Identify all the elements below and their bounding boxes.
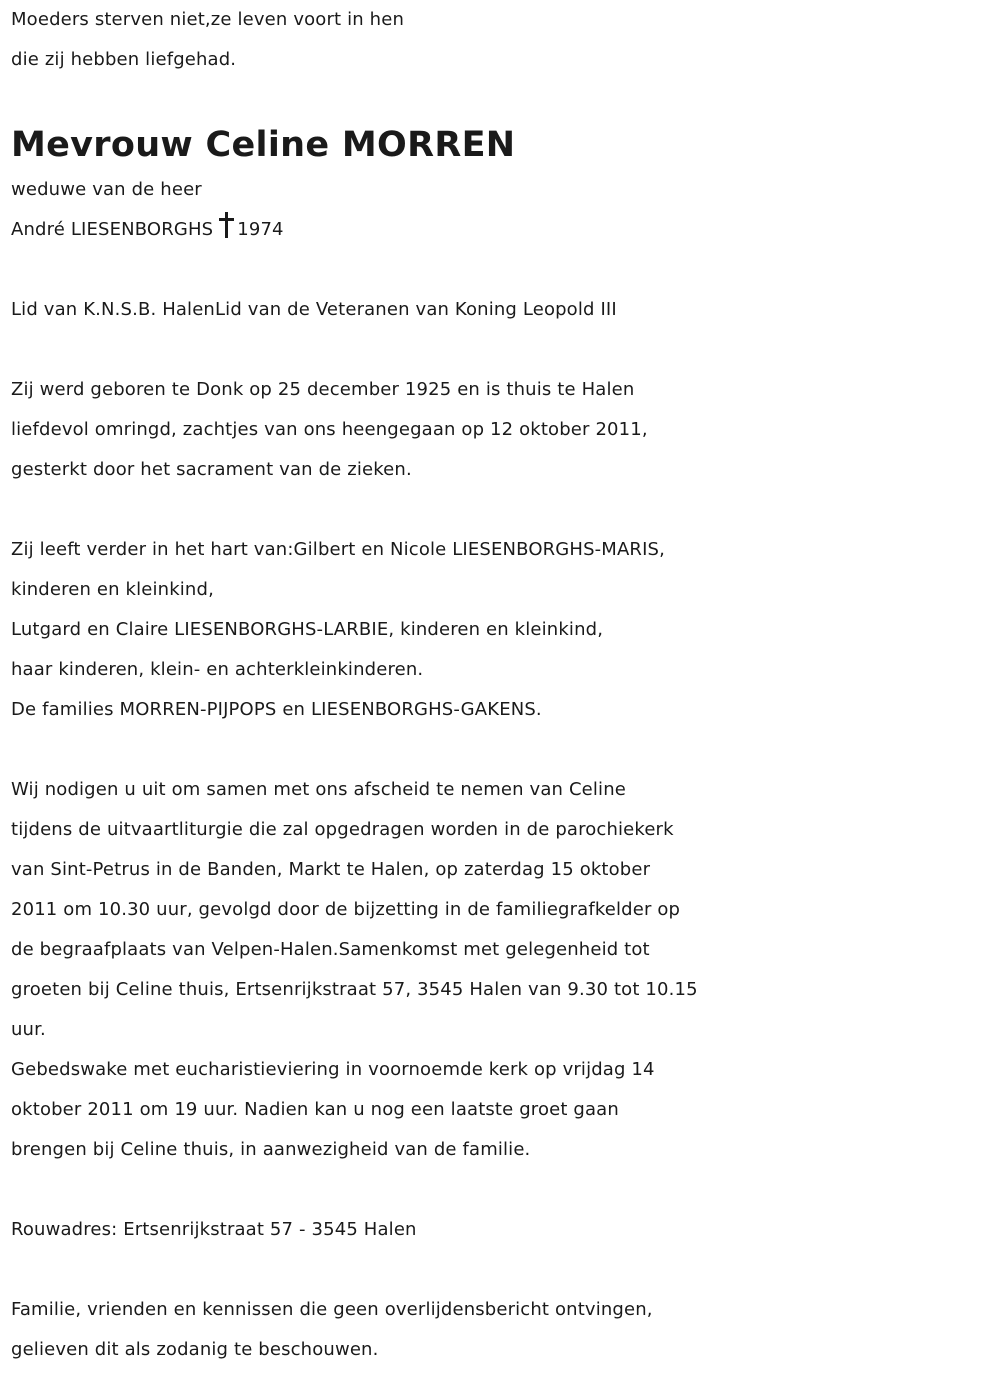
survivors-line-1: Zij leeft verder in het hart van:Gilbert en Nicole LIESENBORGHS-MARIS,	[11, 539, 665, 560]
survivors-line-2: kinderen en kleinkind,	[11, 579, 214, 600]
ceremony-line-6: groeten bij Celine thuis, Ertsenrijkstraat 57, 3545 Halen van 9.30 tot 10.15	[11, 979, 698, 1000]
ceremony-line-2: tijdens de uitvaartliturgie die zal opgedragen worden in de parochiekerk	[11, 819, 674, 840]
closing-line-1: Familie, vrienden en kennissen die geen overlijdensbericht ontvingen,	[11, 1299, 653, 1320]
spacer	[11, 330, 996, 370]
ceremony-line-8: Gebedswake met eucharistieviering in voornoemde kerk op vrijdag 14	[11, 1059, 655, 1080]
deceased-name: Mevrouw Celine MORREN	[11, 125, 516, 165]
cross-icon	[219, 212, 233, 238]
membership-text: Lid van K.N.S.B. HalenLid van de Veteranen van Koning Leopold III	[11, 299, 617, 320]
obituary-document	[11, 0, 996, 1370]
spouse-name: André LIESENBORGHS	[11, 219, 214, 240]
ceremony-line-4: 2011 om 10.30 uur, gevolgd door de bijzetting in de familiegrafkelder op	[11, 899, 681, 920]
spacer	[11, 730, 996, 770]
ceremony-line-10: brengen bij Celine thuis, in aanwezigheid van de familie.	[11, 1139, 531, 1160]
survivors-line-4: haar kinderen, klein- en achterkleinkinderen.	[11, 659, 424, 680]
survivors-line-5: De families MORREN-PIJPOPS en LIESENBORGHS-GAKENS.	[11, 699, 542, 720]
spouse-line	[11, 210, 996, 250]
motto-line-2: die zij hebben liefgehad.	[11, 49, 237, 70]
survivors-line-3: Lutgard en Claire LIESENBORGHS-LARBIE, kinderen en kleinkind,	[11, 619, 604, 640]
ceremony-line-1: Wij nodigen u uit om samen met ons afscheid te nemen van Celine	[11, 779, 626, 800]
spacer	[11, 250, 996, 290]
spouse-death-year: 1974	[237, 219, 284, 240]
mourning-address: Rouwadres: Ertsenrijkstraat 57 - 3545 Halen	[11, 1219, 417, 1240]
ceremony-line-9: oktober 2011 om 19 uur. Nadien kan u nog een laatste groet gaan	[11, 1099, 619, 1120]
motto-line-1: Moeders sterven niet,ze leven voort in hen	[11, 9, 405, 30]
ceremony-line-7: uur.	[11, 1019, 46, 1040]
spacer	[11, 1250, 996, 1290]
closing-line-2: gelieven dit als zodanig te beschouwen.	[11, 1339, 379, 1360]
ceremony-line-3: van Sint-Petrus in de Banden, Markt te Halen, op zaterdag 15 oktober	[11, 859, 651, 880]
spacer	[11, 1170, 996, 1210]
birth-death-line-2: liefdevol omringd, zachtjes van ons heengegaan op 12 oktober 2011,	[11, 419, 648, 440]
relation-text: weduwe van de heer	[11, 179, 202, 200]
spacer	[11, 490, 996, 530]
birth-death-line-1: Zij werd geboren te Donk op 25 december 1925 en is thuis te Halen	[11, 379, 635, 400]
spacer	[11, 80, 996, 120]
birth-death-line-3: gesterkt door het sacrament van de zieken.	[11, 459, 412, 480]
ceremony-line-5: de begraafplaats van Velpen-Halen.Samenkomst met gelegenheid tot	[11, 939, 650, 960]
